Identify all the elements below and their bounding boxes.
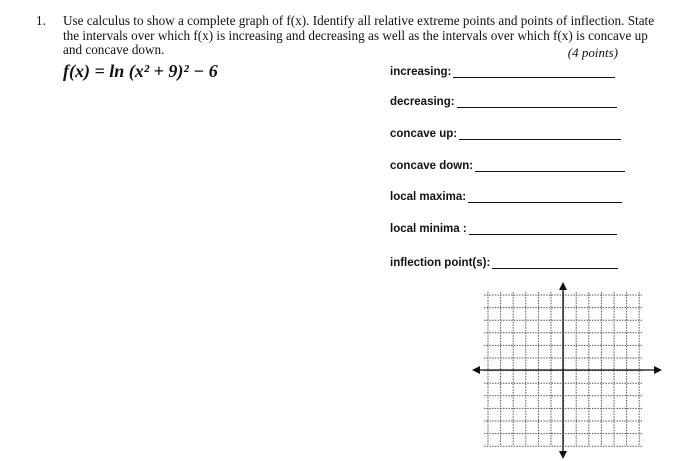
- answer-label: local maxima:: [390, 191, 467, 203]
- down-arrow-icon: [559, 451, 567, 459]
- axes: [477, 287, 657, 454]
- left-arrow-icon: [472, 366, 480, 374]
- answer-label: concave down:: [390, 160, 474, 172]
- function-formula: f(x) = ln (x² + 9)² − 6: [63, 61, 218, 81]
- up-arrow-icon: [559, 282, 567, 290]
- question-number: 1.: [36, 13, 46, 28]
- answer-label: inflection point(s):: [390, 257, 491, 269]
- right-arrow-icon: [654, 366, 662, 374]
- answer-label: decreasing:: [390, 96, 455, 108]
- points-value: (4 points): [567, 45, 618, 60]
- question-text: Use calculus to show a complete graph of f(x). Identify all relative extreme points and points of inflection. State the intervals over which f(x) is increasing and decreasing as well as the intervals over which f(x) is concave up and concave down.: [63, 13, 655, 57]
- answer-label: concave up:: [390, 128, 458, 140]
- answer-label: local minima :: [390, 223, 467, 235]
- answer-label: increasing:: [390, 66, 452, 78]
